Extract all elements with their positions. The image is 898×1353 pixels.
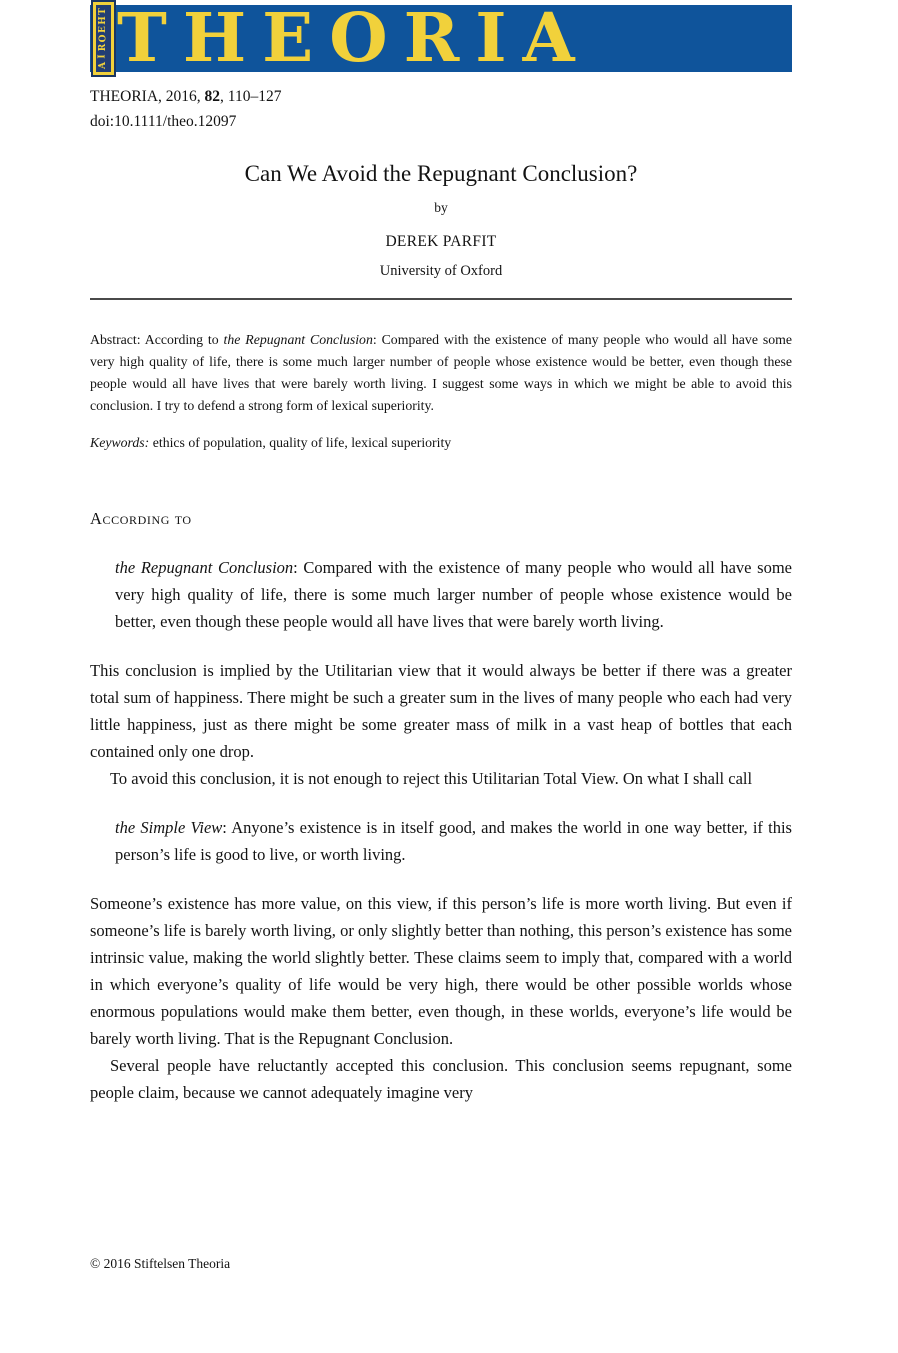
- spine-letter: O: [98, 34, 108, 43]
- spine-letter: T: [97, 8, 108, 15]
- spine-letter: R: [97, 43, 108, 52]
- abstract-lead-in: According to: [144, 332, 224, 347]
- article-title: Can We Avoid the Repugnant Conclusion?: [244, 161, 638, 186]
- copyright-notice: © 2016 Stiftelsen Theoria: [90, 1256, 231, 1271]
- author-affiliation: University of Oxford: [379, 263, 503, 279]
- horizontal-rule: [90, 298, 792, 300]
- abstract-label: Abstract:: [90, 332, 145, 347]
- lead-in-phrase: [90, 505, 792, 532]
- abstract-term: the Repugnant Conclusion: [223, 332, 373, 347]
- title-block: [90, 160, 792, 280]
- quote2-term: the Simple View: [115, 818, 223, 837]
- citation-line: [90, 84, 281, 109]
- citation-journal: THEORIA, 2016,: [90, 88, 205, 105]
- theoria-banner: [90, 0, 792, 77]
- page-footer: [90, 1256, 230, 1272]
- paragraph-1: This conclusion is implied by the Utilitarian view that it would always be better if there was a greater total sum of happiness. There might be such a greater sum in the lives of many people who each had very little happiness, just as there might be some greater mass of milk in a vast heap of bottles that each contained only one drop.: [90, 661, 792, 761]
- citation-pages: , 110–127: [220, 88, 282, 105]
- paragraph-2: To avoid this conclusion, it is not enough to reject this Utilitarian Total View. On what I shall call: [110, 769, 753, 788]
- byline: by: [434, 200, 448, 215]
- abstract-paragraph: [90, 329, 792, 417]
- theoria-spine-logo: [93, 2, 114, 75]
- keywords-label: Keywords:: [90, 435, 153, 450]
- spine-letter: A: [97, 62, 108, 69]
- abstract-text: : Compared with the existence of many people who would all have some very high quality of life, there is some much larger number of people whose existence would be better, even though these people would all have lives that were barely worth living. I suggest some ways in which we might be able to avoid this conclusion. I try to defend a strong form of lexical superiority.: [90, 332, 792, 413]
- blockquote-simple-view: [115, 814, 792, 868]
- citation-volume: 82: [204, 88, 221, 105]
- quote1-term: the Repugnant Conclusion: [115, 558, 294, 577]
- citation-block: [90, 84, 281, 134]
- spine-letter: H: [97, 16, 108, 25]
- spine-letter: E: [98, 26, 108, 33]
- quote2-text: : Anyone’s existence is in itself good, and makes the world in one way better, if this person’s life is good to live, or worth living.: [115, 818, 792, 864]
- keywords-line: [90, 432, 792, 454]
- paragraph-3: Someone’s existence has more value, on this view, if this person’s life is more worth living. But even if someone’s life is barely worth living, or only slightly better than nothing, this person’s existence has some intrinsic value, making the world slightly better. These claims seem to imply that, compared with a world in which everyone’s quality of life would be very high, there would be other possible worlds whose enormous populations would make them better, even though, in these worlds, everyone’s life would be barely worth living. That is the Repugnant Conclusion.: [90, 894, 792, 1048]
- abstract-section: [90, 329, 792, 454]
- small-caps-lead: According to: [90, 509, 192, 528]
- theoria-logotype: THEORIA: [117, 0, 591, 77]
- keywords-list: ethics of population, quality of life, lexical superiority: [152, 435, 452, 450]
- doi-line: doi:10.1111/theo.12097: [90, 113, 237, 130]
- paragraph-4: Several people have reluctantly accepted this conclusion. This conclusion seems repugnant, some people claim, because we cannot adequately imagine very: [90, 1056, 792, 1102]
- article-body: [90, 505, 792, 1106]
- blockquote-repugnant-conclusion: [115, 554, 792, 635]
- spine-letter: I: [98, 54, 108, 59]
- author-name: DEREK PARFIT: [385, 233, 497, 250]
- quote1-text: : Compared with the existence of many people who would all have some very high quality of life, there is some much larger number of people whose existence would be better, even though these people would all have lives that were barely worth living.: [115, 558, 792, 631]
